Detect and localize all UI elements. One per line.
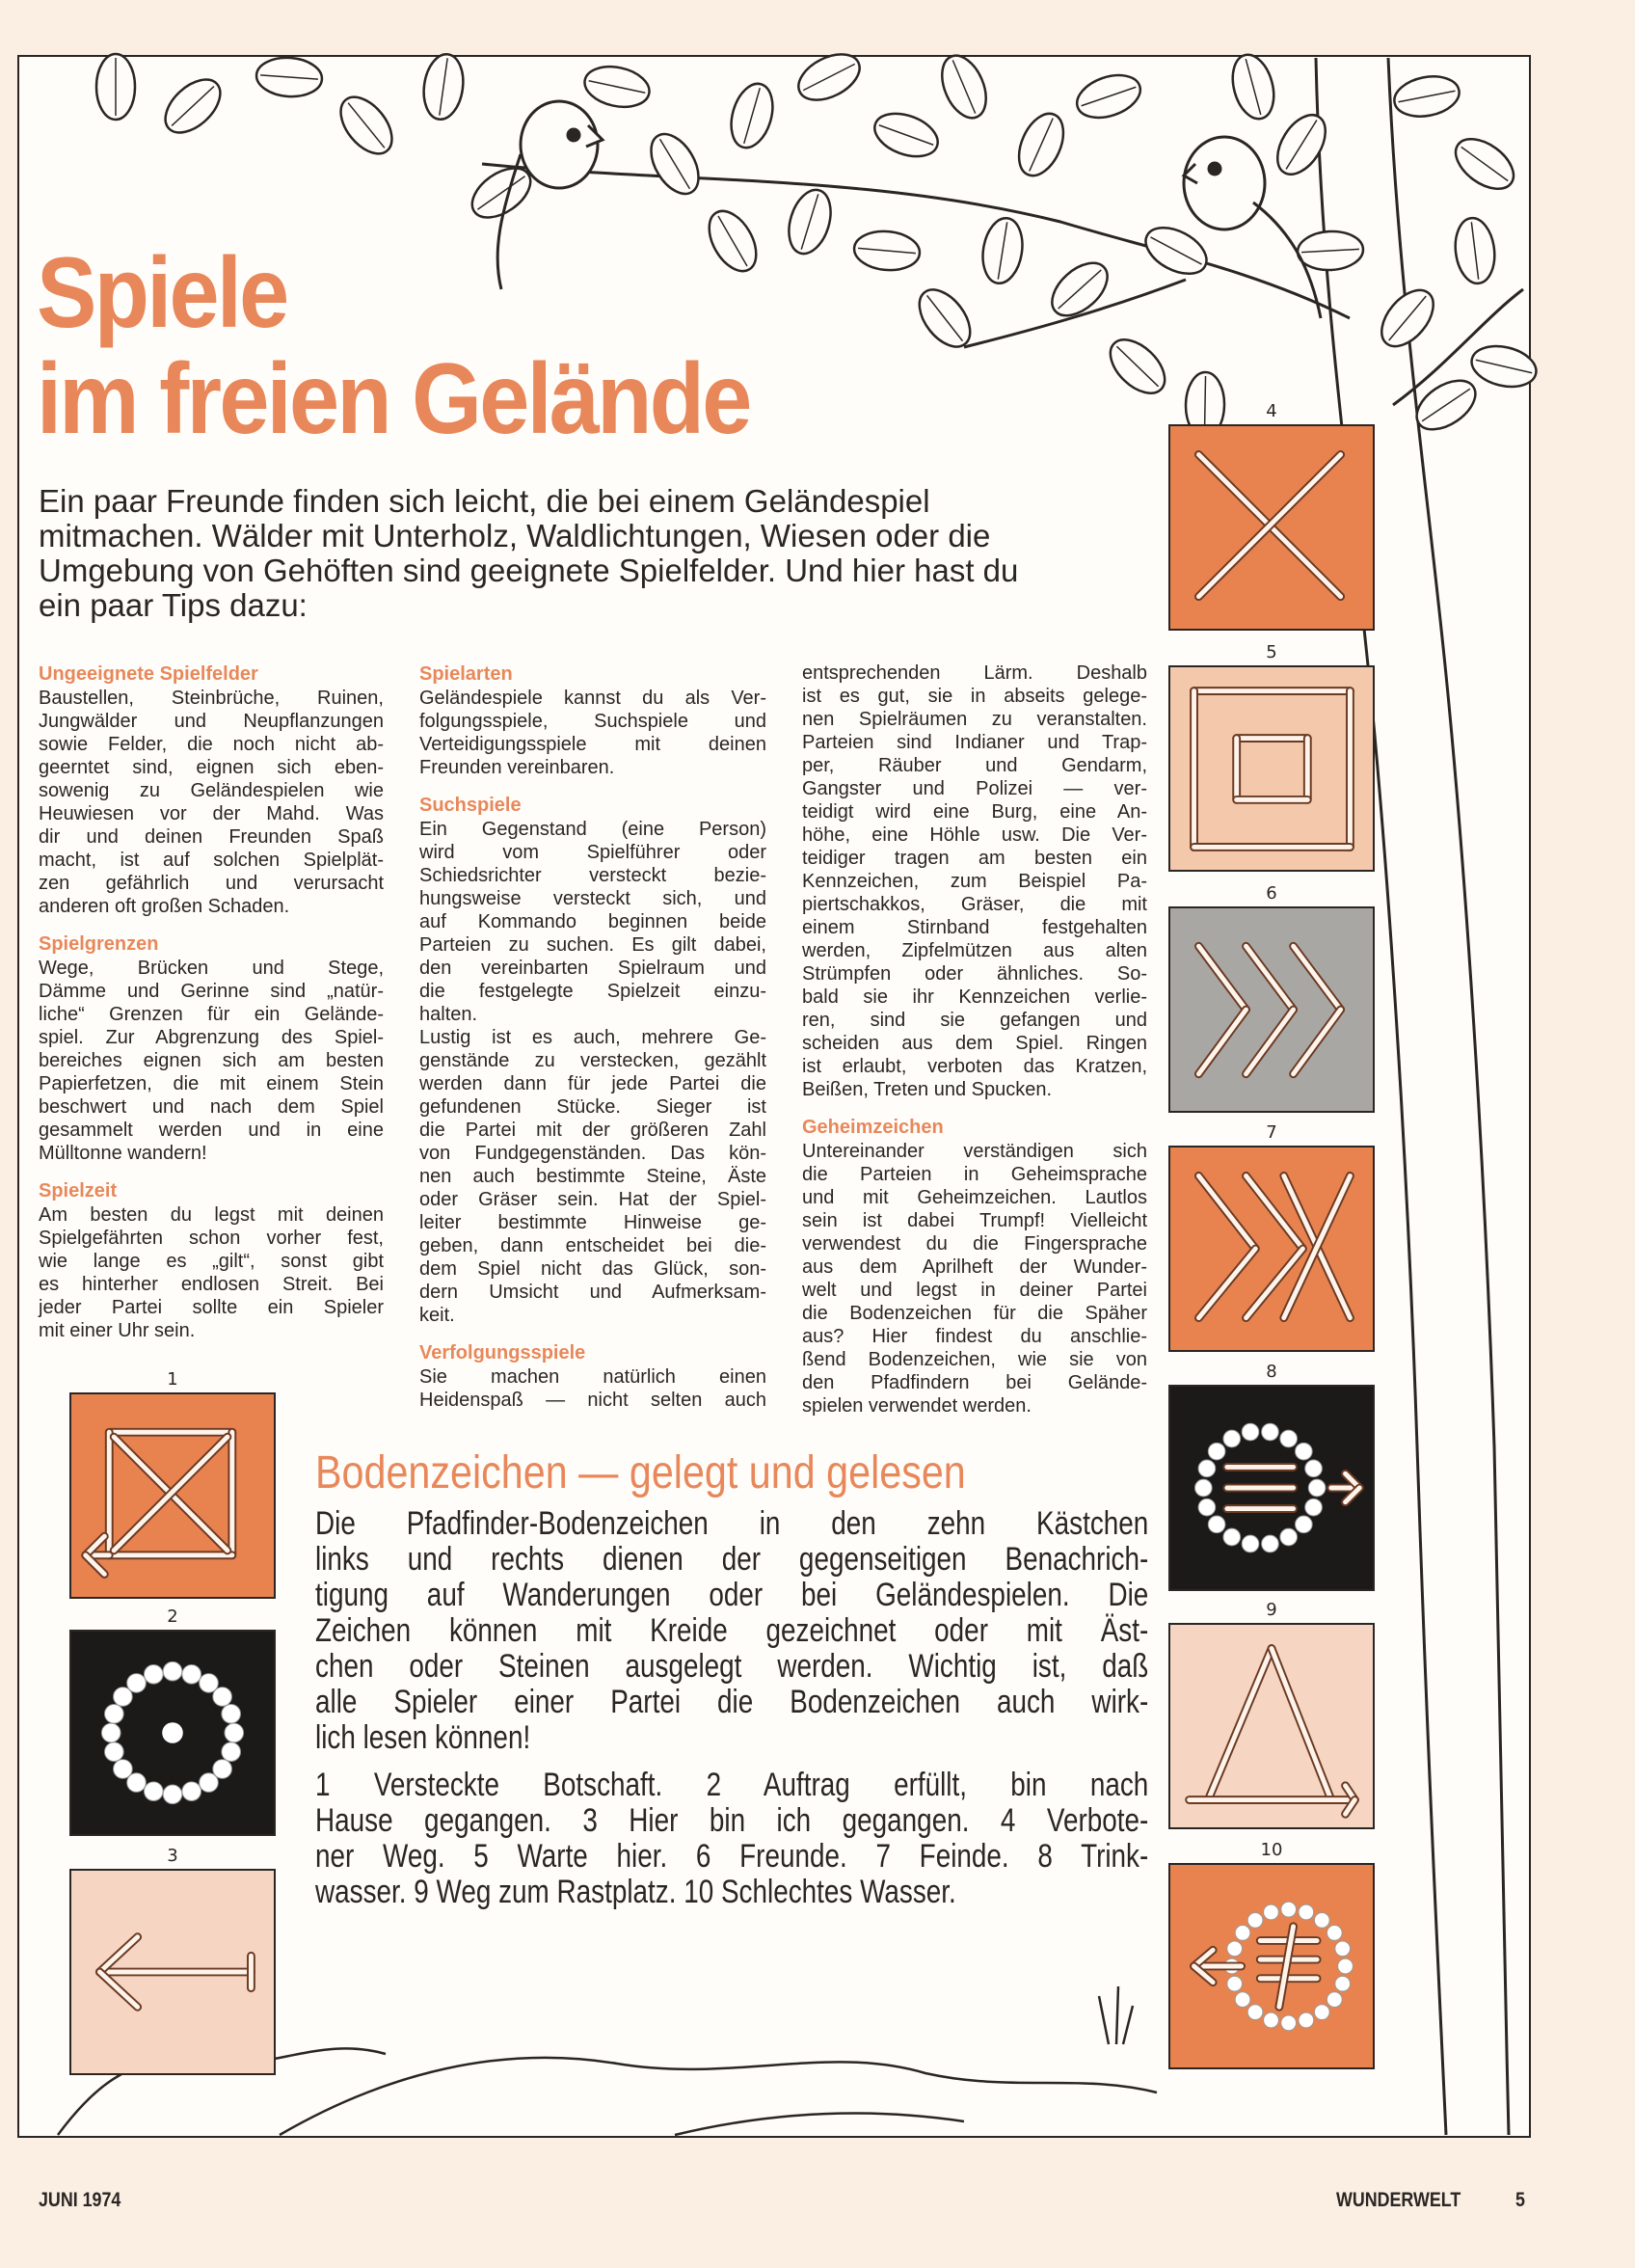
sign-number: 6 bbox=[1266, 883, 1277, 904]
text-column-1 bbox=[39, 662, 384, 1356]
text-line: welt und legst in deiner Partei bbox=[802, 1280, 1147, 1301]
section-heading: Spielzeit bbox=[39, 1180, 118, 1202]
sign-verbotener-weg bbox=[1168, 424, 1375, 631]
text-line: es hinterher endlosen Streit. Bei bbox=[39, 1274, 384, 1295]
text-line: nen auch bestimmte Steine, Äste bbox=[419, 1166, 766, 1187]
bodenzeichen-heading: Bodenzeichen — gelegt und gelesen bbox=[315, 1447, 966, 1498]
text-line: die Bodenzeichen für die Späher bbox=[802, 1303, 1147, 1324]
text-line: und mit Geheimzeichen. Lautlos bbox=[802, 1187, 1147, 1208]
paragraph bbox=[419, 1026, 766, 1327]
text-line: wird vom Spielführer oder bbox=[419, 842, 766, 863]
sign-number: 1 bbox=[167, 1369, 178, 1390]
text-line: per, Räuber und Gendarm, bbox=[802, 755, 1147, 776]
text-column-2 bbox=[419, 662, 766, 1425]
text-line: Heuwiesen vor der Mahd. Was bbox=[39, 803, 384, 824]
sign-number: 8 bbox=[1266, 1362, 1277, 1382]
text-line: liche“ Grenzen für ein Gelände- bbox=[39, 1004, 384, 1025]
intro-line: ein paar Tips dazu: bbox=[39, 587, 308, 623]
text-line: auf Kommando beginnen beide bbox=[419, 911, 766, 932]
text-line: sein ist dabei Trumpf! Vielleicht bbox=[802, 1210, 1147, 1231]
text-line: folgungsspiele, Suchspiele und bbox=[419, 711, 766, 732]
sign-auftrag-erfuellt bbox=[69, 1630, 276, 1836]
text-line: links und rechts dienen der gegenseitigen Benachrich- bbox=[315, 1541, 1149, 1578]
text-line: chen oder Steinen ausgelegt werden. Wichtig ist, daß bbox=[315, 1648, 1149, 1685]
text-line: anderen oft großen Schaden. bbox=[39, 896, 290, 917]
text-line: Ein Gegenstand (eine Person) bbox=[419, 819, 766, 840]
article-section bbox=[802, 662, 1147, 1101]
paragraph bbox=[39, 957, 384, 1165]
sign-number: 4 bbox=[1266, 401, 1277, 421]
text-line: aus dem Aprilheft der Wunder- bbox=[802, 1256, 1147, 1278]
sign-number: 10 bbox=[1260, 1840, 1283, 1860]
article-section bbox=[39, 932, 384, 1165]
text-column-3 bbox=[802, 662, 1147, 1431]
text-line: keit. bbox=[419, 1305, 455, 1326]
paragraph bbox=[315, 1768, 1148, 1910]
text-line: Jungwälder und Neupflanzungen bbox=[39, 711, 384, 732]
text-line: Lustig ist es auch, mehrere Ge- bbox=[419, 1027, 766, 1048]
text-line: wie lange es „gilt“, sonst gibt bbox=[39, 1251, 384, 1272]
sign-number: 2 bbox=[167, 1606, 178, 1627]
footer-date: JUNI 1974 bbox=[39, 2189, 121, 2211]
text-line: Wege, Brücken und Stege, bbox=[39, 958, 384, 979]
sign-trinkwasser bbox=[1168, 1385, 1375, 1591]
paragraph bbox=[39, 687, 384, 918]
section-heading: Geheimzeichen bbox=[802, 1117, 944, 1138]
text-line: die Parteien in Geheimsprache bbox=[802, 1164, 1147, 1185]
text-line: tigung auf Wanderungen oder bei Geländespielen. Die bbox=[315, 1577, 1149, 1613]
text-line: Mülltonne wandern! bbox=[39, 1143, 207, 1164]
text-line: macht, ist auf solchen Spielplät- bbox=[39, 850, 384, 871]
sign-number: 5 bbox=[1266, 642, 1277, 662]
text-line: Gangster und Polizei — ver- bbox=[802, 778, 1147, 799]
text-line: höhe, eine Höhle usw. Die Ver- bbox=[802, 824, 1147, 846]
sign-freunde bbox=[1168, 906, 1375, 1113]
text-line: bereiches eignen sich am besten bbox=[39, 1050, 384, 1071]
intro-text bbox=[39, 484, 1138, 623]
text-line: oder Gräser sein. Hat der Spiel- bbox=[419, 1189, 766, 1210]
text-line: Heidenspaß — nicht selten auch bbox=[419, 1390, 766, 1411]
weg-zum-rastplatz-icon bbox=[1170, 1625, 1373, 1827]
text-line: dern Umsicht und Aufmerksam- bbox=[419, 1282, 766, 1303]
intro-line: Umgebung von Gehöften sind geeignete Spielfelder. Und hier hast du bbox=[39, 553, 1019, 588]
text-line: jeder Partei sollte ein Spieler bbox=[39, 1297, 384, 1318]
sign-hier-gegangen bbox=[69, 1869, 276, 2075]
text-line: ren, sind sie gefangen und bbox=[802, 1010, 1147, 1031]
text-line: Strümpfen oder ähnliches. So- bbox=[802, 963, 1147, 985]
text-line: die festgelegte Spielzeit einzu- bbox=[419, 981, 766, 1002]
text-line: den vereinbarten Spielraum und bbox=[419, 958, 766, 979]
text-line: werden, Zipfelmützen aus alten bbox=[802, 940, 1147, 961]
text-line: Freunden vereinbaren. bbox=[419, 757, 615, 778]
text-line: von Fundgegenständen. Das kön- bbox=[419, 1143, 766, 1164]
section-heading: Ungeeignete Spielfelder bbox=[39, 663, 258, 685]
sign-schlechtes-wasser bbox=[1168, 1863, 1375, 2069]
text-line: Kennzeichen, zum Beispiel Pa- bbox=[802, 871, 1147, 892]
text-line: Papierfetzen, die mit einem Stein bbox=[39, 1073, 384, 1094]
sign-number: 3 bbox=[167, 1846, 178, 1866]
text-line: Dämme und Gerinne sind „natür- bbox=[39, 981, 384, 1002]
text-line: dir und deinen Freunden Spaß bbox=[39, 826, 384, 848]
text-line: spiel. Zur Abgrenzung des Spiel- bbox=[39, 1027, 384, 1048]
text-line: Spielgefährten schon vorher fest, bbox=[39, 1228, 384, 1249]
trinkwasser-icon bbox=[1170, 1387, 1373, 1589]
page-number: 5 bbox=[1515, 2189, 1525, 2211]
section-heading: Spielarten bbox=[419, 663, 513, 685]
warte-hier-icon bbox=[1170, 667, 1373, 870]
text-line: Sie machen natürlich einen bbox=[419, 1366, 766, 1388]
schlechtes-wasser-icon bbox=[1170, 1865, 1373, 2067]
text-line: ist es gut, sie in abseits gelege- bbox=[802, 686, 1147, 707]
text-line: Zeichen können mit Kreide gezeichnet oder mit Äst- bbox=[315, 1612, 1149, 1649]
text-line: alle Spieler einer Partei die Bodenzeichen auch wirk- bbox=[315, 1684, 1149, 1720]
article-section bbox=[419, 662, 766, 779]
section-heading: Verfolgungsspiele bbox=[419, 1342, 586, 1364]
text-line: geben, dann entscheidet bei die- bbox=[419, 1235, 766, 1256]
text-line: aus? Hier findest du anschlie- bbox=[802, 1326, 1147, 1347]
text-line: werden dann für jede Partei die bbox=[419, 1073, 766, 1094]
freunde-icon bbox=[1170, 908, 1373, 1111]
text-line: Parteien sind Indianer und Trap- bbox=[802, 732, 1147, 753]
text-line: Untereinander verständigen sich bbox=[802, 1141, 1147, 1162]
text-line: den Pfadfindern bei Gelände- bbox=[802, 1372, 1147, 1393]
sign-number: 7 bbox=[1266, 1122, 1277, 1143]
paragraph bbox=[419, 818, 766, 1026]
verbotener-weg-icon bbox=[1170, 426, 1373, 629]
bodenzeichen-body bbox=[315, 1506, 1148, 1922]
text-line: Beißen, Treten und Spucken. bbox=[802, 1079, 1053, 1100]
paragraph bbox=[419, 687, 766, 779]
text-line: einem Stirnband festgehalten bbox=[802, 917, 1147, 938]
hier-gegangen-icon bbox=[71, 1871, 274, 2073]
footer-magazine: WUNDERWELT bbox=[1336, 2189, 1461, 2211]
sign-weg-zum-rastplatz bbox=[1168, 1623, 1375, 1829]
paragraph bbox=[802, 662, 1147, 1101]
intro-line: mitmachen. Wälder mit Unterholz, Waldlichtungen, Wiesen oder die bbox=[39, 518, 991, 554]
text-line: bald sie ihr Kennzeichen verlie- bbox=[802, 986, 1147, 1008]
text-line: beschwert und nach dem Spiel bbox=[39, 1096, 384, 1118]
text-line: 1 Versteckte Botschaft. 2 Auftrag erfüllt, bin nach bbox=[315, 1767, 1149, 1803]
text-line: genstände zu verstecken, gezählt bbox=[419, 1050, 766, 1071]
versteckte-botschaft-icon bbox=[71, 1394, 274, 1597]
text-line: sowenig zu Geländespielen wie bbox=[39, 780, 384, 801]
auftrag-erfuellt-icon bbox=[71, 1632, 274, 1834]
text-line: gefundenen Stücke. Sieger ist bbox=[419, 1096, 766, 1118]
paragraph bbox=[419, 1365, 766, 1412]
title-line-1: Spiele bbox=[37, 237, 287, 349]
text-line: Schiedsrichter versteckt bezie- bbox=[419, 865, 766, 886]
text-line: spielen verwendet werden. bbox=[802, 1395, 1032, 1417]
text-line: gesammelt werden und in eine bbox=[39, 1120, 384, 1141]
text-line: Die Pfadfinder-Bodenzeichen in den zehn Kästchen bbox=[315, 1505, 1149, 1542]
text-line: dem Spiel nicht das Glück, son- bbox=[419, 1258, 766, 1280]
article-section bbox=[802, 1115, 1147, 1418]
paragraph bbox=[39, 1203, 384, 1342]
text-line: lich lesen können! bbox=[315, 1719, 531, 1756]
text-line: scheiden aus dem Spiel. Ringen bbox=[802, 1033, 1147, 1054]
text-line: halten. bbox=[419, 1004, 478, 1025]
text-line: wasser. 9 Weg zum Rastplatz. 10 Schlechtes Wasser. bbox=[315, 1874, 956, 1910]
text-line: Geländespiele kannst du als Ver- bbox=[419, 688, 766, 709]
section-heading: Spielgrenzen bbox=[39, 933, 159, 955]
text-line: die Partei mit der größeren Zahl bbox=[419, 1120, 766, 1141]
text-line: Am besten du legst mit deinen bbox=[39, 1204, 384, 1226]
text-line: sowie Felder, die noch nicht ab- bbox=[39, 734, 384, 755]
paragraph bbox=[315, 1506, 1148, 1756]
paragraph bbox=[802, 1140, 1147, 1418]
text-line: hungsweise versteckt sich, und bbox=[419, 888, 766, 909]
feinde-icon bbox=[1170, 1148, 1373, 1350]
sign-versteckte-botschaft bbox=[69, 1392, 276, 1599]
sign-feinde bbox=[1168, 1146, 1375, 1352]
text-line: Verteidigungsspiele mit deinen bbox=[419, 734, 766, 755]
text-line: verwendest du die Fingersprache bbox=[802, 1233, 1147, 1255]
intro-line: Ein paar Freunde finden sich leicht, die bei einem Geländespiel bbox=[39, 483, 930, 519]
text-line: piertschakkos, Gräser, die mit bbox=[802, 894, 1147, 915]
text-line: teidiger tragen am besten ein bbox=[802, 848, 1147, 869]
article-section bbox=[419, 1340, 766, 1412]
title-line-2: im freien Gelände bbox=[37, 343, 750, 455]
text-line: ist erlaubt, verboten das Kratzen, bbox=[802, 1056, 1147, 1077]
article-section bbox=[39, 662, 384, 918]
article-section bbox=[39, 1178, 384, 1342]
text-line: nen Spielräumen zu veranstalten. bbox=[802, 709, 1147, 730]
text-line: teidigt wird eine Burg, eine An- bbox=[802, 801, 1147, 823]
section-heading: Suchspiele bbox=[419, 795, 522, 816]
text-line: entsprechenden Lärm. Deshalb bbox=[802, 662, 1147, 684]
text-line: geerntet sind, eignen sich eben- bbox=[39, 757, 384, 778]
text-line: leiter bestimmte Hinweise ge- bbox=[419, 1212, 766, 1233]
text-line: Parteien zu suchen. Es gilt dabei, bbox=[419, 934, 766, 956]
text-line: ßend Bodenzeichen, wie sie von bbox=[802, 1349, 1147, 1370]
text-line: mit einer Uhr sein. bbox=[39, 1320, 196, 1341]
text-line: zen gefährlich und verursacht bbox=[39, 873, 384, 894]
sign-warte-hier bbox=[1168, 665, 1375, 872]
article-section bbox=[419, 793, 766, 1327]
sign-number: 9 bbox=[1266, 1600, 1277, 1620]
text-line: Baustellen, Steinbrüche, Ruinen, bbox=[39, 688, 384, 709]
text-line: ner Weg. 5 Warte hier. 6 Freunde. 7 Feinde. 8 Trink- bbox=[315, 1838, 1149, 1875]
text-line: Hause gegangen. 3 Hier bin ich gegangen. 4 Verbote- bbox=[315, 1802, 1149, 1839]
